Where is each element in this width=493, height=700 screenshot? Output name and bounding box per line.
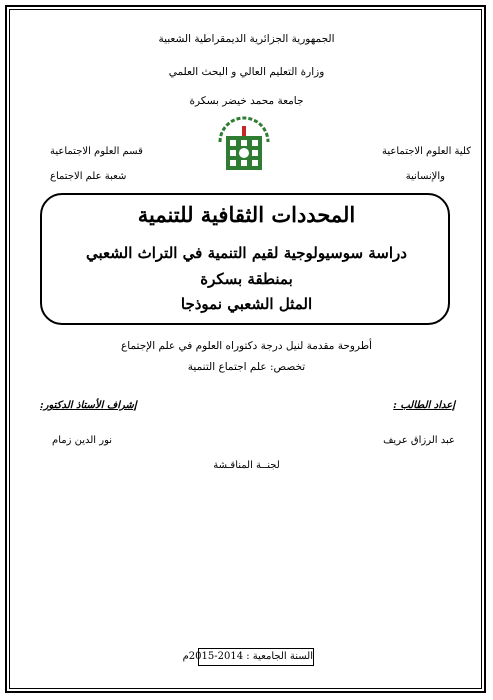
academic-year: السنة الجامعية : 2014-2015م <box>198 648 314 666</box>
thesis-subtitle-line1: دراسة سوسيولوجية لقيم التنمية في التراث الشعبي <box>86 244 407 262</box>
supervisor-label: إشراف الأستاذ الدكتور: <box>40 400 137 411</box>
committee-heading: لجنــة المناقـشة <box>213 460 280 471</box>
student-label: إعداد الطالب : <box>393 400 455 411</box>
thesis-specialty: تخصص: علم اجتماع التنمية <box>187 361 306 373</box>
department-name: قسم العلوم الاجتماعية <box>50 146 143 157</box>
university-logo-icon <box>212 112 276 176</box>
ministry-heading: وزارة التعليم العالي و البحث العلمي <box>168 66 325 78</box>
thesis-description: أطروحة مقدمة لنيل درجة دكتوراه العلوم في علم الإجتماع <box>121 340 372 352</box>
faculty-name-cont: والإنسانية <box>405 171 445 182</box>
supervisor-name: نور الدين زمام <box>52 435 113 446</box>
student-name: عبد الرزاق عريف <box>383 435 455 446</box>
republic-heading: الجمهورية الجزائرية الديمقراطية الشعبية <box>158 33 335 45</box>
university-heading: جامعة محمد خيضر بسكرة <box>189 95 304 107</box>
faculty-name: كلية العلوم الاجتماعية <box>382 146 471 157</box>
branch-name: شعبة علم الاجتماع <box>50 171 127 182</box>
thesis-subtitle-line3: المثل الشعبي نموذجا <box>180 295 313 313</box>
thesis-main-title: المحددات الثقافية للتنمية <box>137 202 356 227</box>
thesis-subtitle-line2: بمنطقة بسكرة <box>200 270 293 288</box>
